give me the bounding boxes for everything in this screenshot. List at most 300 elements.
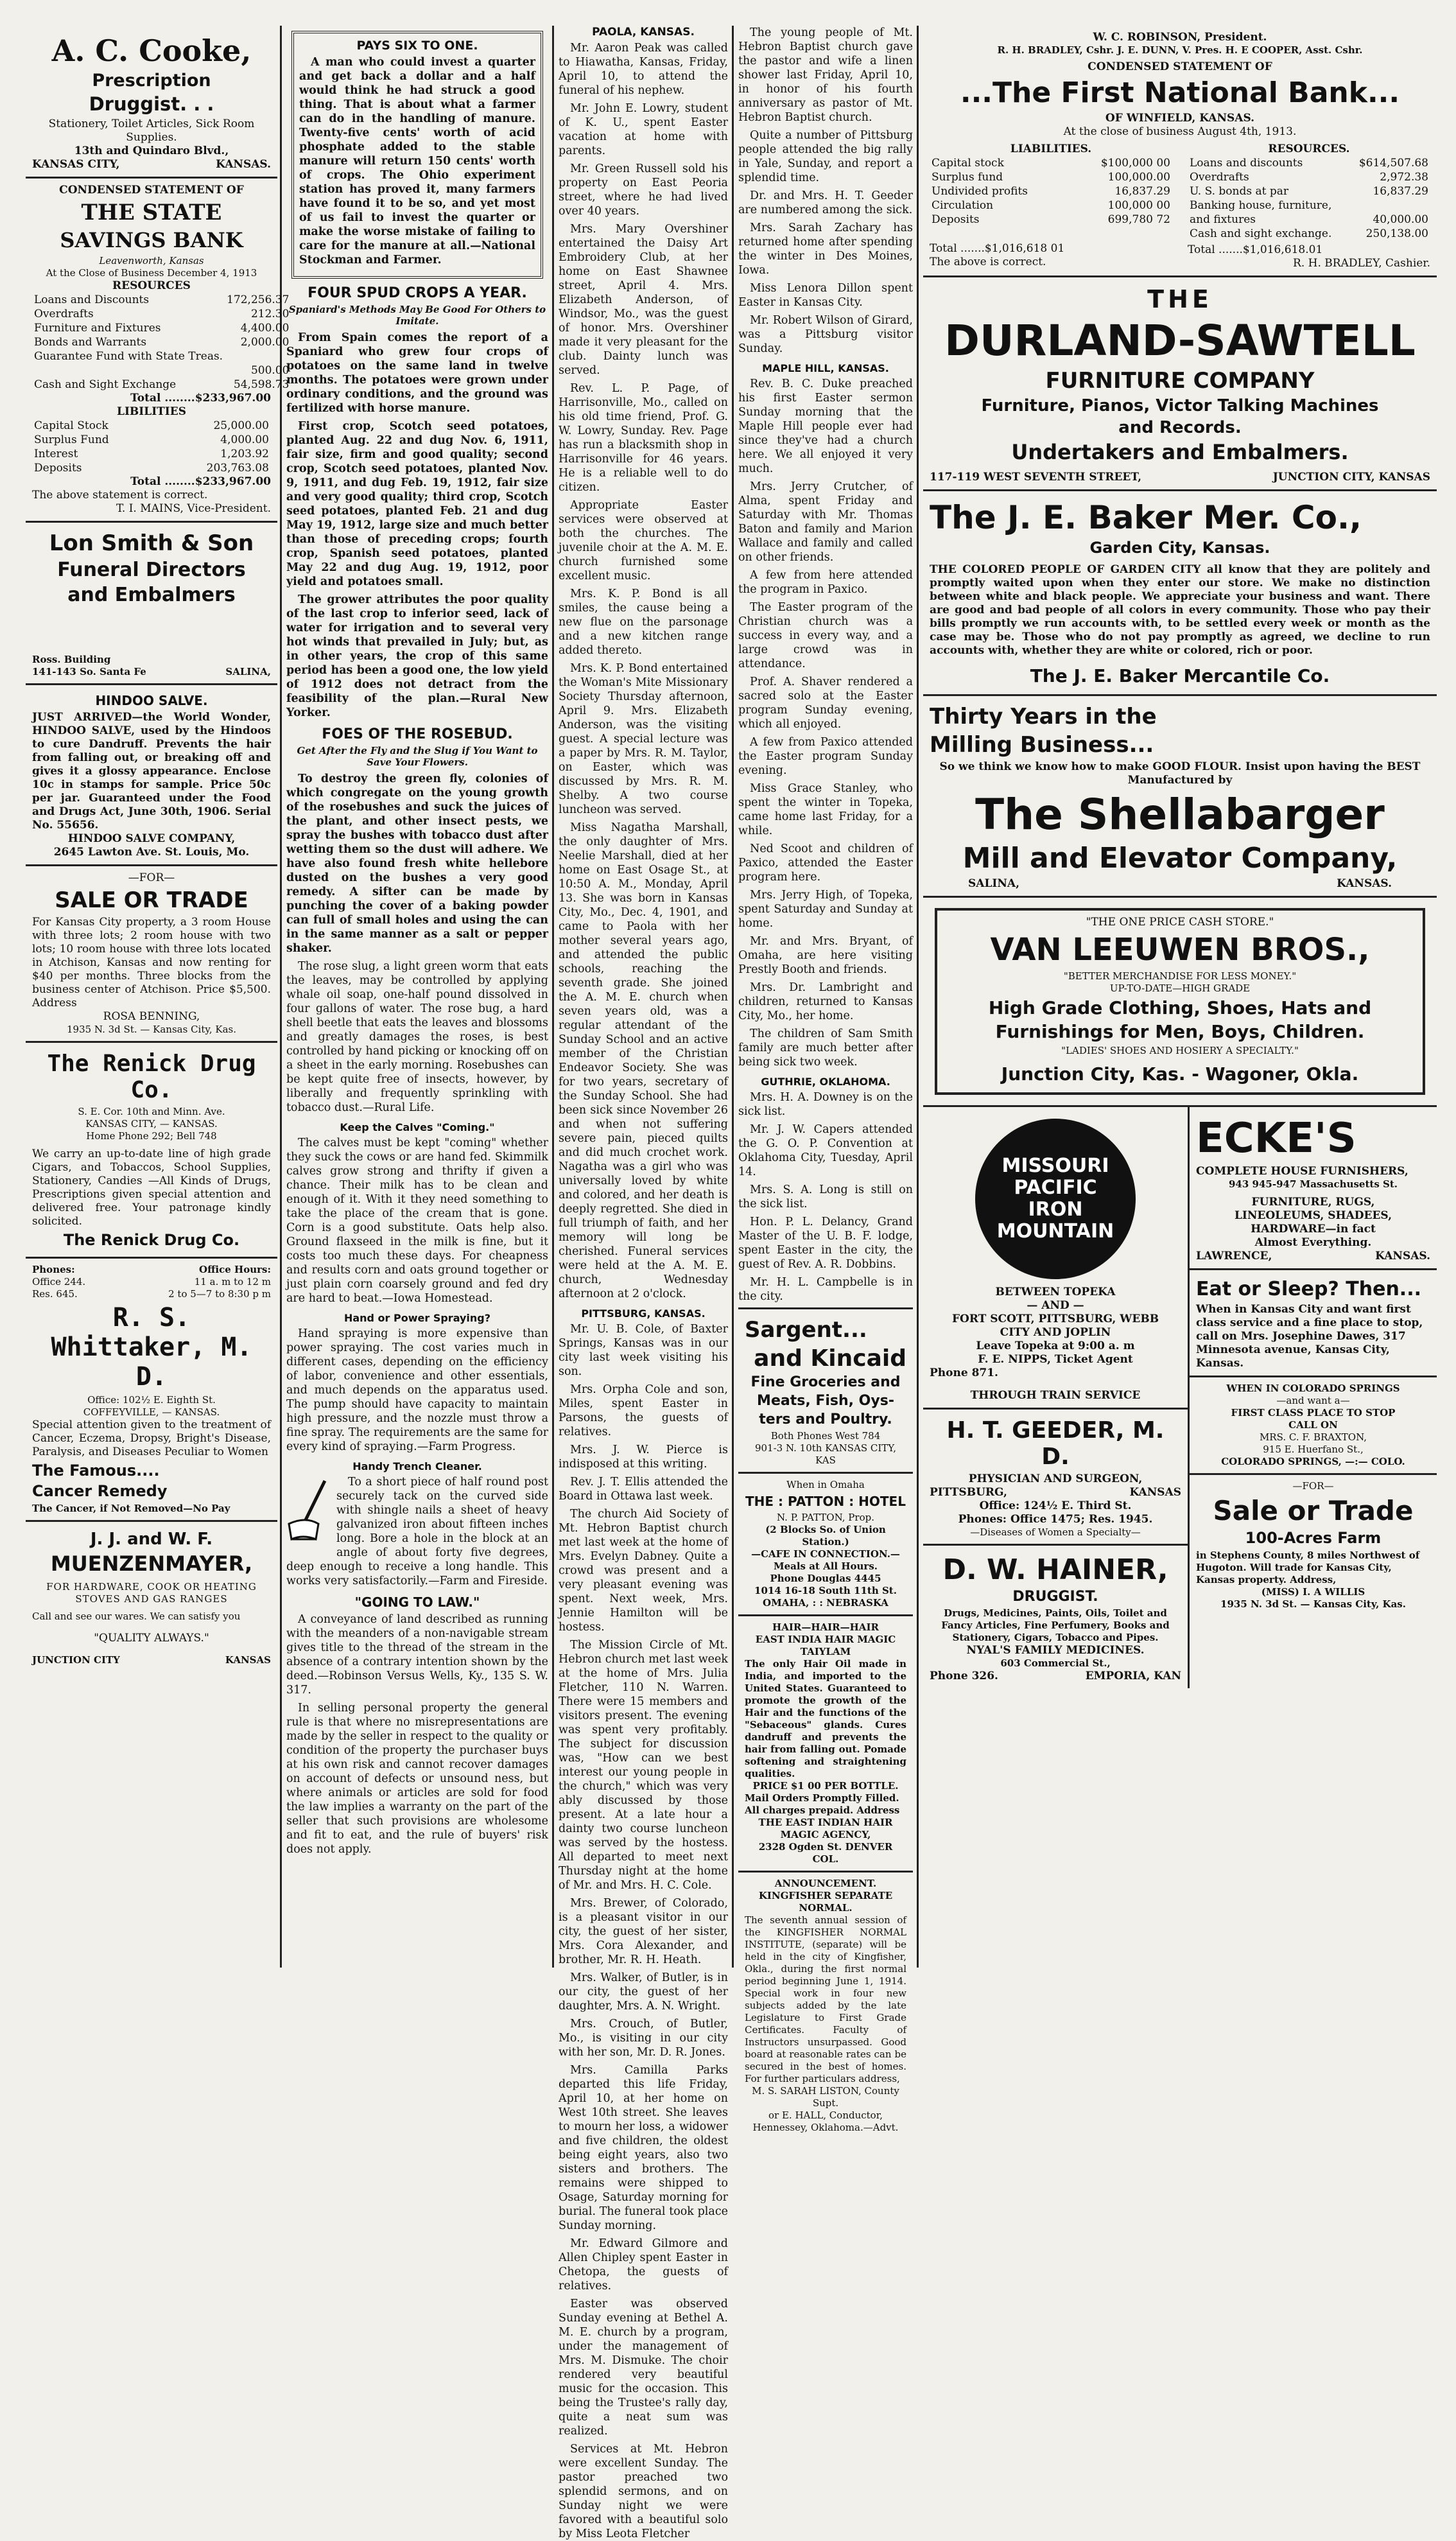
maple-para: Rev. B. C. Duke preached his first Easter sermon Sunday morning that the Maple Hill people ever had since they've had a church here. We all enjoyed it very much. — [738, 378, 913, 475]
guthrie-para: Hon. P. L. Delancy, Grand Master of the U. B. F. lodge, spent Easter in the city, the guest of Rev. A. R. Dobbins. — [738, 1216, 913, 1271]
paola-para: Mr. Green Russell sold his property on East Peoria street, where he had lived over 40 years. — [559, 162, 728, 218]
pittsburg-para: Mrs. Orpha Cole and son, Miles, spent Easter in Parsons, the guests of relatives. — [559, 1383, 728, 1438]
colorado-line1: WHEN IN COLORADO SPRINGS — [1226, 1383, 1400, 1394]
hair-text: The only Hair Oil made in India, and imported to the United States. Guaranteed to promote the growth of the Hair and the functions of the "Sebaceous" glands. Cures dandruff and prevents the hair from falling out. Pomade softening and straightening qualities. — [745, 1658, 906, 1779]
guthrie-para: Mrs. S. A. Long is still on the sick list. — [738, 1183, 913, 1210]
fnb-title: ...The First National Bank... — [960, 76, 1400, 109]
ad-sale-or-trade — [26, 866, 277, 1043]
calves-text: The calves must be kept "coming" whether they suck the cows or are hand fed. Skimmilk calves grow strong and thrifty if given a chance. Their milk has to be clean and enough of it. With it they need something to take the place of the cream that is gone. Corn is a good substitute. Oats help also. Ground flaxseed in the milk is fine, but it costs too much these days. For cheapness and results corn and oats ground together or just plain corn coarsely ground and fed dry are hard to beat.—Iowa Homestead. — [286, 1137, 548, 1305]
durland-addr: 117-119 WEST SEVENTH STREET, — [930, 471, 1142, 484]
eckes-line1: COMPLETE HOUSE FURNISHERS, — [1196, 1165, 1408, 1178]
patton-meals: Meals at All Hours. — [773, 1560, 878, 1572]
geeder-phones: Phones: Office 1475; Res. 1945. — [958, 1513, 1153, 1526]
muenz-name2: MUENZENMAYER, — [50, 1551, 253, 1576]
mp-service: THROUGH TRAIN SERVICE — [970, 1389, 1141, 1402]
rosebud-title: FOES OF THE ROSEBUD. — [322, 726, 513, 742]
renick-phones: Home Phone 292; Bell 748 — [86, 1130, 217, 1142]
ssb-title1: THE STATE — [81, 200, 222, 225]
ssb-resources-heading: RESOURCES — [112, 279, 191, 292]
maple-para: Prof. A. Shaver rendered a sacred solo at the Easter program Sunday evening, which all enjoyed. — [738, 676, 913, 731]
pittsburg-para: Mr. Edward Gilmore and Allen Chipley spent Easter in Chetopa, the guests of relatives. — [559, 2237, 728, 2292]
hair-title1: HAIR—HAIR—HAIR — [772, 1621, 879, 1633]
table-row: Bonds and Warrants 2,000.00 — [34, 336, 290, 349]
bottom-ads-row — [923, 1107, 1437, 1688]
normal-sig1: M. S. SARAH LISTON, County Supt. — [752, 2085, 899, 2109]
column-1 — [26, 26, 290, 1968]
shella-line2: Milling Business... — [930, 732, 1154, 758]
table-row: Loans and discounts $614,507.68 — [1190, 157, 1428, 170]
colorado-line2: —and want a— — [1276, 1395, 1350, 1406]
news-para: Dr. and Mrs. H. T. Geeder are numbered among the sick. — [738, 189, 913, 216]
patton-cafe: —CAFE IN CONNECTION.— — [751, 1548, 900, 1560]
fnb-location: OF WINFIELD, KANSAS. — [1105, 112, 1255, 125]
hair-company: THE EAST INDIAN HAIR MAGIC AGENCY, — [758, 1817, 893, 1840]
table-row: 500.00 — [250, 364, 290, 377]
pittsburg-para: Mrs. Brewer, of Colorado, is a pleasant visitor in our city, the guest of her sister, Mrs. Cora Alexander, and brother, Mr. R. H. Heath. — [559, 1897, 728, 1966]
sale2-name: (MISS) I. A WILLIS — [1261, 1586, 1365, 1598]
paola-para: Mrs. K. P. Bond entertained the Woman's Mite Missionary Society Thursday afternoon, April 9. Mrs. Elizabeth Anderson, was the visiting guest. A special lecture was a paper by Mrs. R. M. Taylor, on Easter, which was discussed by Mrs. R. M. Shelby. A two course luncheon was served. — [559, 662, 728, 816]
durland-line3: Undertakers and Embalmers. — [1011, 440, 1349, 464]
muenz-state: KANSAS — [225, 1654, 271, 1666]
ad-eckes — [1190, 1107, 1437, 1270]
table-row: and fixtures 40,000.00 — [1190, 213, 1428, 226]
maple-para: Ned Scoot and children of Paxico, attended the Easter program here. — [738, 843, 913, 884]
van-leeuwen-box — [935, 908, 1425, 1095]
eckes-addr: 943 945-947 Massachusetts St. — [1229, 1178, 1398, 1190]
pays-six-title: PAYS SIX TO ONE. — [356, 39, 478, 53]
table-row: U. S. bonds at par 16,837.29 — [1190, 185, 1428, 198]
maple-para: Miss Grace Stanley, who spent the winter in Topeka, came home last Friday, for a while. — [738, 782, 913, 837]
maple-para: Mr. and Mrs. Bryant, of Omaha, are here visiting Prestly Booth and friends. — [738, 935, 913, 976]
fnb-officers: R. H. BRADLEY, Cshr. J. E. DUNN, V. Pres. H. E COOPER, Asst. Cshr. — [997, 44, 1363, 56]
vl-name: VAN LEEUWEN BROS., — [990, 932, 1370, 968]
shella-state: KANSAS. — [1337, 877, 1392, 890]
cooke-city: KANSAS CITY, — [32, 158, 120, 171]
durland-line2: and Records. — [1118, 418, 1242, 437]
table-row: Surplus Fund 4,000.00 — [34, 433, 269, 446]
muenz-city: JUNCTION CITY — [32, 1654, 120, 1666]
hair-title2: EAST INDIA HAIR MAGIC — [755, 1634, 896, 1645]
eckes-city: LAWRENCE, — [1196, 1250, 1272, 1262]
cooke-name: A. C. Cooke, — [51, 33, 252, 68]
ssb-signer: T. I. MAINS, Vice-President. — [116, 502, 271, 515]
renick-text: We carry an up-to-date line of high grade Cigars, and Tobaccos, School Supplies, Stationery, Candies —All Kinds of Drugs, Prescriptions given special attention and delivered free. Your patronage kindly solicited. — [32, 1148, 271, 1228]
fnb-resources-table — [1188, 156, 1430, 241]
fnb-resources-heading: RESOURCES. — [1268, 143, 1350, 155]
mp-between: BETWEEN TOPEKA — [995, 1286, 1116, 1298]
ad-sale-or-trade-farm — [1190, 1475, 1437, 1616]
renick-city: KANSAS CITY, — KANSAS. — [85, 1118, 218, 1130]
hainer-addr: 603 Commercial St., — [1000, 1657, 1111, 1669]
trench-cleaner-illustration — [286, 1478, 331, 1548]
fnb-president: W. C. ROBINSON, President. — [1093, 31, 1267, 44]
mp-leave: Leave Topeka at 9:00 a. m — [976, 1340, 1135, 1352]
spraying-text: Hand spraying is more expensive than power spraying. The cost varies much in different cases, depending on the efficiency of labor, convenience and other essentials, and much depends on the apparatus used. The pump should have capacity to maintain high pressure, and the nozzle must throw a fine spray. The requirements are the same for every kind of spraying.—Farm Progress. — [286, 1327, 548, 1453]
patton-name: THE : PATTON : HOTEL — [745, 1494, 906, 1509]
hair-mail: Mail Orders Promptly Filled. All charges prepaid. Address — [745, 1792, 900, 1816]
maple-para: The children of Sam Smith family are much better after being sick two week. — [738, 1027, 913, 1069]
sale-title: SALE OR TRADE — [55, 887, 248, 913]
ssb-resources-table — [32, 293, 291, 392]
eckes-line4: HARDWARE—in fact — [1251, 1223, 1376, 1236]
eckes-line2: FURNITURE, RUGS, — [1251, 1196, 1375, 1209]
normal-sig2: or E. HALL, Conductor, Hennessey, Oklahoma.—Advt. — [752, 2109, 899, 2133]
geeder-specialty: —Diseases of Women a Specialty— — [970, 1526, 1141, 1538]
lon-smith-addr2: 141-143 So. Santa Fe — [32, 666, 146, 677]
fnb-statement — [930, 143, 1430, 270]
whittaker-cure: The Cancer, if Not Removed—No Pay — [32, 1503, 230, 1514]
spud-para: First crop, Scotch seed potatoes, planted Aug. 22 and dug Nov. 6, 1911, fair size, firm and good quality; second crop, Scotch seed potatoes, planted Nov. 9, 1911, and dug Feb. 19, 1912, fair size and very good quality; third crop, Scotch seed potatoes, planted Feb. 21 and dug May 19, 1912, large size and much better than those of preceding crops; fourth crop, Spanish seed potatoes, planted May 22 and dug Aug. 19, 1912, poor yield and potatoes small. — [286, 420, 548, 588]
paola-para: Mrs. K. P. Bond is all smiles, the cause being a new flue on the parsonage and a new kitchen range added thereto. — [559, 588, 728, 657]
eckes-line5: Almost Everything. — [1254, 1236, 1372, 1249]
column-4 — [738, 26, 913, 2133]
eckes-name: ECKE'S — [1196, 1115, 1356, 1162]
colorado-name: MRS. C. F. BRAXTON, — [1259, 1431, 1367, 1443]
whittaker-res-phone: Res. 645. — [32, 1288, 78, 1300]
news-para: Quite a number of Pittsburg people attended the big rally in Yale, Sunday, and report a splendid time. — [738, 129, 913, 184]
shella-line1: Thirty Years in the — [930, 704, 1157, 729]
hair-title3: TAIYLAM — [800, 1646, 851, 1657]
whittaker-name: R. S. Whittaker, M. D. — [51, 1303, 252, 1392]
fnb-liabilities-heading: LIABILITIES. — [1010, 143, 1092, 155]
whittaker-famous: The Famous.... — [32, 1462, 160, 1480]
sale2-sub: 100-Acres Farm — [1245, 1529, 1382, 1547]
maple-para: A few from Paxico attended the Easter program Sunday evening. — [738, 736, 913, 777]
whittaker-cancer: Cancer Remedy — [32, 1482, 168, 1500]
sargent-name1: Sargent... — [745, 1317, 867, 1343]
durland-name: DURLAND-SAWTELL — [944, 316, 1416, 365]
durland-the: THE — [1147, 285, 1213, 313]
sale-text: For Kansas City property, a 3 room House with three lots; 2 room house with two lots; 10 room house with three lots located in Atchison, Kansas and now renting for $40 per months. Three blocks from the business center of Atchison. Price $5,500. Address — [32, 916, 271, 1009]
sargent-line2: Meats, Fish, Oys- — [757, 1393, 894, 1409]
lon-smith-name: Lon Smith & Son — [49, 530, 254, 556]
hindoo-title: HINDOO SALVE. — [95, 693, 208, 708]
column-2 — [286, 26, 548, 1968]
ad-lon-smith — [26, 523, 277, 685]
table-row: Interest 1,203.92 — [34, 448, 269, 460]
mp-phone: Phone 871. — [930, 1367, 998, 1379]
vl-top: "THE ONE PRICE CASH STORE." — [1086, 916, 1274, 929]
guthrie-para: Mrs. H. A. Downey is on the sick list. — [738, 1091, 913, 1118]
guthrie-title: GUTHRIE, OKLAHOMA. — [761, 1076, 890, 1088]
eat-title: Eat or Sleep? Then... — [1196, 1278, 1421, 1300]
paola-para: Mrs. Mary Overshiner entertained the Daisy Art Embroidery Club, at her home on East Shawnee street, April 4. Mrs. Elizabeth Anderson, of Windsor, Mo., was the guest of honor. Mrs. Overshiner made it very pleasant for the club. Dainty lunch was served. — [559, 223, 728, 377]
table-row: Overdrafts 2,972.38 — [1190, 171, 1428, 184]
whittaker-text: Special attention given to the treatment of Cancer, Eczema, Dropsy, Bright's Disease, Paralysis, and Diseases Peculiar to Women — [32, 1419, 271, 1458]
ssb-location: Leavenworth, Kansas — [99, 255, 204, 266]
sale-addr: 1935 N. 3d St. — Kansas City, Kas. — [66, 1024, 237, 1035]
table-row: Surplus fund 100,000.00 — [932, 171, 1170, 184]
cooke-line3: Stationery, Toilet Articles, Sick Room Supplies. — [48, 118, 255, 144]
normal-text: The seventh annual session of the KINGFISHER NORMAL INSTITUTE, (separate) will be held in the city of Kingfisher, Okla., during the first normal period beginning June 1, 1914. Special work in four new subjects added by the late Legislature to First Grade Certificates. Faculty of Instructors unsurpassed. Good board at reasonable rates can be secured in the best of homes. For further particulars address, — [745, 1914, 906, 2084]
spud-title: FOUR SPUD CROPS A YEAR. — [308, 285, 527, 301]
vl-line3: "LADIES' SHOES AND HOSIERY A SPECIALTY." — [1061, 1045, 1299, 1056]
hainer-city: EMPORIA, KAN — [1085, 1670, 1181, 1682]
durland-company: FURNITURE COMPANY — [1045, 368, 1315, 394]
sale2-title: Sale or Trade — [1213, 1495, 1414, 1526]
law-para: In selling personal property the general rule is that where no misrepresentations are made by the seller in respect to the quality or condition of the property the purchaser buys at his own risk and cannot recover damages on account of defects or unsound ness, but where animals or articles are sold for food the law implies a warranty on the part of the seller that such provisions are wholesome and fit to eat, and the rule of buyers' risk does not apply. — [286, 1702, 548, 1856]
maple-para: Mrs. Jerry High, of Topeka, spent Saturday and Sunday at home. — [738, 889, 913, 930]
cooke-line2: Druggist. . . — [89, 93, 214, 115]
pittsburg-para: The Mission Circle of Mt. Hebron church met last week at the home of Mrs. Julia Fletcher, 110 N. Warren. There were 15 members and visitors present. The evening was spent very profitably. The subject for discussion was, "How can we best interest our young people in the church," which was very ably discussed by those present. At a late hour a dainty two course luncheon was served by the hostess. All departed to meet next Thursday night at the home of Mr. and Mrs. H. C. Cole. — [559, 1639, 728, 1892]
paola-para: Mr. John E. Lowry, student of K. U., spent Easter vacation at home with parents. — [559, 102, 728, 157]
sargent-name2: and Kincaid — [754, 1345, 906, 1372]
fnb-total-resources: Total .......$1,016,618.01 — [1188, 243, 1323, 256]
patton-city: OMAHA, : : NEBRASKA — [763, 1597, 888, 1609]
ssb-total-resources: Total ........$233,967.00 — [130, 392, 271, 405]
fnb-close: At the close of business August 4th, 1913. — [1063, 125, 1297, 138]
muenz-name1: J. J. and W. F. — [90, 1530, 213, 1549]
law-para: A conveyance of land described as running with the meanders of a non-navigable stream gives title to the thread of the stream in the absence of a contrary intention shown by the deed.—Robinson Versus Wells, Ky., 135 S. W. 317. — [286, 1613, 548, 1697]
sale-name: ROSA BENNING, — [103, 1010, 200, 1023]
fnb-liabilities-table — [930, 156, 1172, 227]
fnb-liabilities — [930, 143, 1172, 270]
table-row: Capital stock $100,000 00 — [932, 157, 1170, 170]
ad-first-national-bank — [923, 26, 1437, 277]
lon-smith-addr1: Ross. Building — [32, 654, 111, 665]
patton-prop: N. P. PATTON, Prop. — [777, 1512, 874, 1523]
ad-durland-sawtell — [923, 277, 1437, 491]
pittsburg-para: Mrs. Camilla Parks departed this life Friday, April 10, at her home on West 10th street. She leaves to mourn her loss, a widower and five children, the oldest being eight years, also two sisters and brothers. The remains were shipped to Osage, Saturday morning for burial. The funeral took place Sunday morning. — [559, 2064, 728, 2232]
column-3 — [559, 26, 728, 2540]
news-para: The young people of Mt. Hebron Baptist church gave the pastor and wife a linen shower last Friday, April 10, in honor of his fourth anniversary as pastor of Mt. Hebron Baptist church. — [738, 26, 913, 124]
hainer-name: D. W. HAINER, — [942, 1553, 1168, 1586]
geeder-city: PITTSBURG, — [930, 1486, 1007, 1499]
news-para: Mr. Robert Wilson of Girard, was a Pittsburg visitor Sunday. — [738, 314, 913, 355]
law-title: "GOING TO LAW." — [354, 1594, 480, 1610]
muenz-call: Call and see our wares. We can satisfy you — [32, 1611, 241, 1622]
ad-geeder — [923, 1410, 1188, 1546]
eckes-state: KANSAS. — [1375, 1250, 1430, 1262]
shella-name2: Mill and Elevator Company, — [962, 842, 1398, 875]
geeder-name: H. T. GEEDER, M. D. — [946, 1417, 1165, 1470]
baker-name: The J. E. Baker Mer. Co., — [930, 499, 1362, 536]
missouri-pacific-emblem — [975, 1119, 1136, 1279]
bottom-right-ads — [1190, 1107, 1437, 1688]
fnb-condensed: CONDENSED STATEMENT OF — [1088, 60, 1272, 73]
sargent-line1: Fine Groceries and — [750, 1374, 901, 1390]
table-row: Cash and sight exchange. 250,138.00 — [1190, 227, 1428, 240]
ad-hainer — [923, 1546, 1188, 1688]
patton-when: When in Omaha — [786, 1479, 865, 1490]
colorado-addr: 915 E. Huerfano St., — [1263, 1444, 1364, 1455]
fnb-resources — [1188, 143, 1430, 270]
paola-para: Appropriate Easter services were observed at both the churches. The juvenile choir at the A. M. E. church furnished some excellent music. — [559, 499, 728, 582]
ad-whittaker — [26, 1259, 277, 1522]
ad-hair-magic — [738, 1616, 913, 1873]
hindoo-company: HINDOO SALVE COMPANY, — [67, 832, 236, 845]
baker-city: Garden City, Kansas. — [1089, 539, 1270, 557]
baker-text: THE COLORED PEOPLE OF GARDEN CITY all know that they are politely and promptly waited upon when they enter our store. We make no distinction between white and black people. We appreciate your business and want. There are good and bad people of all colors in every community. Those who pay their bills promptly we run accounts with, to be settled every week or month as the case may be. Those who do not pay promptly as agreed, we decline to run accounts with, whether they are white or colored, rich or poor. — [930, 563, 1430, 657]
pays-six-box — [291, 31, 543, 279]
vl-motto2: UP-TO-DATE—HIGH GRADE — [1109, 982, 1251, 994]
vl-line2: Furnishings for Men, Boys, Children. — [995, 1021, 1365, 1042]
pittsburg-title: PITTSBURG, KANSAS. — [581, 1307, 706, 1320]
rosebud-sub: Get After the Fly and the Slug if You Want to Save Your Flowers. — [297, 745, 538, 768]
hainer-phone: Phone 326. — [930, 1670, 998, 1682]
ad-shellabarger — [923, 696, 1437, 898]
sargent-addr: 901-3 N. 10th KANSAS CITY, KAS — [754, 1442, 897, 1466]
sargent-line3: ters and Poultry. — [759, 1411, 892, 1428]
muenz-text: FOR HARDWARE, COOK OR HEATING STOVES AND GAS RANGES — [46, 1581, 257, 1605]
ad-baker-mercantile — [923, 491, 1437, 696]
lon-smith-city: SALINA, — [225, 666, 271, 677]
ad-colorado-springs — [1190, 1377, 1437, 1475]
table-row: Deposits 203,763.08 — [34, 462, 269, 475]
whittaker-office-phone: Office 244. — [32, 1276, 86, 1288]
cooke-line1: Prescription — [92, 71, 211, 91]
column-rule-2 — [552, 26, 554, 1968]
table-row: Guarantee Fund with State Treas. — [34, 350, 223, 363]
column-rule-3 — [732, 26, 734, 1968]
hainer-title: DRUGGIST. — [1012, 1589, 1098, 1605]
fnb-total-liabilities: Total .......$1,016,618 01 — [930, 242, 1065, 255]
mp-and: — AND — — [1027, 1299, 1084, 1312]
pittsburg-para: Easter was observed Sunday evening at Bethel A. M. E. church by a program, under the management of Mrs. M. Dismuke. The choir rendered very beautiful music for the occasion. This being the Trustee's rally day, quite a neat sum was realized. — [559, 2298, 728, 2438]
pittsburg-para: Mrs. J. W. Pierce is indisposed at this writing. — [559, 1444, 728, 1471]
cooke-state: KANSAS. — [216, 158, 271, 171]
geeder-office: Office: 124½ E. Third St. — [979, 1499, 1132, 1512]
maple-para: Mrs. Dr. Lambright and children, returned to Kansas City, Mo., her home. — [738, 981, 913, 1022]
baker-sig: The J. E. Baker Mercantile Co. — [1030, 665, 1330, 686]
colorado-line4: CALL ON — [1288, 1419, 1338, 1431]
spud-para: From Spain comes the report of a Spaniard who grew four crops of potatoes on the same land in twelve months. The potatoes were grown under ordinary conditions, and the ground was fertilized with horse manure. — [286, 331, 548, 415]
whittaker-phones-heading: Phones: — [32, 1264, 75, 1275]
maple-para: The Easter program of the Christian church was a success in every way, and a large crowd was in attendance. — [738, 601, 913, 670]
news-para: Miss Lenora Dillon spent Easter in Kansas City. — [738, 282, 913, 309]
eckes-line3: LINEOLEUMS, SHADEES, — [1234, 1209, 1392, 1222]
column-rule-4 — [917, 26, 919, 1968]
normal-title2: KINGFISHER SEPARATE NORMAL. — [758, 1890, 893, 1914]
ad-sargent-kincaid — [738, 1307, 913, 1474]
hindoo-addr: 2645 Lawton Ave. St. Louis, Mo. — [53, 846, 250, 859]
hair-price: PRICE $1 00 PER BOTTLE. — [752, 1780, 899, 1792]
durland-line1: Furniture, Pianos, Victor Talking Machines — [981, 396, 1379, 415]
table-row: Overdrafts 212.30 — [34, 308, 290, 320]
pittsburg-para: Mrs. Walker, of Butler, is in our city, the guest of her daughter, Mrs. A. N. Wright. — [559, 1971, 728, 2013]
hindoo-text: JUST ARRIVED—the World Wonder, HINDOO SALVE, used by the Hindoos to cure Dandruff. Prevents the hair from falling out, or breaking off and gives it a glossy appearance. Enclose 10c in stamps for sample. Price 50c per jar. Guaranteed under the Food and Drugs Act, June 30th, 1906. Serial No. 55656. — [32, 711, 271, 832]
ad-missouri-pacific — [923, 1107, 1188, 1410]
normal-title1: ANNOUNCEMENT. — [774, 1878, 877, 1889]
cooke-line4: 13th and Quindaro Blvd., — [74, 144, 229, 157]
paola-para: Rev. L. P. Page, of Harrisonville, Mo., called on his old time friend, Prof. G. W. Lowry, Sunday. Rev. Page has run a blacksmith shop in Harrisonville for 46 years. He is a reliable well to do citizen. — [559, 382, 728, 494]
vl-motto1: "BETTER MERCHANDISE FOR LESS MONEY." — [1063, 970, 1297, 982]
table-row: Banking house, furniture, — [1190, 199, 1332, 212]
trench-cleaner-icon — [286, 1478, 331, 1548]
mp-emblem-4: MOUNTAIN — [996, 1220, 1114, 1243]
rosebud-para: To destroy the green fly, colonies of which congregate on the young growth of the rosebushes and suck the juices of the plant, and other insect pests, we spray the bushes with tobacco dust after wetting them so the dust will adhere. We have also found fresh white hellebore dusted on the bushes a very good remedy. A sifter can be made by punching the cover of a baking powder can full of small holes and using the can in the same manner as a salt or pepper shaker. — [286, 773, 548, 955]
table-row: Cash and Sight Exchange 54,598.73 — [34, 378, 290, 391]
ad-van-leeuwen — [923, 898, 1437, 1107]
whittaker-addr: Office: 102½ E. Eighth St. — [87, 1394, 216, 1406]
eat-text: When in Kansas City and want first class service and a fine place to stop, call on Mrs. Josephine Dawes, 317 Minnesota avenue, Kansas City, Kansas. — [1196, 1303, 1423, 1370]
ad-patton-hotel — [738, 1474, 913, 1616]
pittsburg-para: The church Aid Society of Mt. Hebron Baptist church met last week at the home of Mrs. Evelyn Dabney. Quite a crowd was present and a very pleasant evening was spent. Next week, Mrs. Jennie Hamilton will be hostess. — [559, 1508, 728, 1634]
pittsburg-para: Mrs. Crouch, of Butler, Mo., is visiting in our city with her son, Mr. D. R. Jones. — [559, 2018, 728, 2059]
sale2-for: —FOR— — [1292, 1480, 1334, 1492]
spud-sub: Spaniard's Methods May Be Good For Others to Imitate. — [288, 304, 546, 327]
table-row: Deposits 699,780 72 — [932, 213, 1170, 226]
ssb-liabilities-table — [32, 419, 271, 475]
paola-para: Miss Nagatha Marshall, the only daughter of Mrs. Neelie Marshall, died at her home on East Osage St., at 10:50 A. M., Monday, April 13. She was born in Kansas City, Mo., Dec. 4, 1901, and came to Paola with her mother several years ago, and attended the public schools, reaching the seventh grade. She joined the A. M. E. church when seven years old, was a regular attendant of the Sunday School and an active member of the Christian Endeavor Society. She was for two years, secretary of the Sunday School. She had been sick since November 26 and when not suffering severe pain, pieced quilts and did much crochet work. Nagatha was a girl who was universally loved by white and colored, and her death is deeply regretted. She died in full triumph of faith, and her memory will long be cherished. Funeral services were held at the A. M. E. church, Wednesday afternoon at 2 o'clock. — [559, 821, 728, 1300]
patton-blocks: (2 Blocks So. of Union Station.) — [765, 1524, 886, 1548]
ssb-condensed: CONDENSED STATEMENT OF — [59, 184, 244, 196]
maple-para: A few from here attended the program in Paxico. — [738, 569, 913, 596]
news-para: Mrs. Sarah Zachary has returned home after spending the winter in Des Moines, Iowa. — [738, 222, 913, 277]
lon-smith-line2: and Embalmers — [67, 584, 236, 606]
ad-renick-drug — [26, 1043, 277, 1259]
ad-state-savings-bank — [26, 179, 290, 523]
trench-title: Handy Trench Cleaner. — [352, 1460, 482, 1472]
ad-eat-or-sleep — [1190, 1270, 1437, 1377]
sale-for: —FOR— — [128, 871, 175, 884]
guthrie-para: Mr. J. W. Capers attended the G. O. P. Convention at Oklahoma City, Tuesday, April 14. — [738, 1123, 913, 1178]
fnb-signer: R. H. BRADLEY, Cashier. — [1293, 257, 1430, 270]
ssb-liabilities-heading: LIBILITIES — [117, 405, 186, 418]
patton-phone: Phone Douglas 4445 — [770, 1573, 881, 1584]
renick-addr: S. E. Cor. 10th and Minn. Ave. — [78, 1106, 225, 1117]
spraying-title: Hand or Power Spraying? — [343, 1312, 491, 1324]
lon-smith-line1: Funeral Directors — [57, 559, 246, 581]
spud-para: The grower attributes the poor quality of the last crop to inferior seed, lack of water for irrigation and to several very hot winds that prevailed in July; but, as in other years, the crop of this same period has been a good one, the low yield of 1912 does not detract from the feasibility of the plan.—Rural New Yorker. — [286, 593, 548, 719]
hainer-nyal: NYAL'S FAMILY MEDICINES. — [966, 1644, 1145, 1657]
colorado-city: COLORADO SPRINGS, —:— COLO. — [1221, 1456, 1405, 1467]
mp-emblem-2: PACIFIC — [1014, 1176, 1097, 1199]
bottom-left-ads — [923, 1107, 1190, 1688]
sale2-addr: 1935 N. 3d St. — Kansas City, Kas. — [1220, 1598, 1406, 1610]
ssb-close: At the Close of Business December 4, 1913 — [46, 267, 257, 279]
ssb-correct: The above statement is correct. — [32, 489, 208, 502]
calves-title: Keep the Calves "Coming." — [340, 1121, 495, 1133]
whittaker-city: COFFEYVILLE, — KANSAS. — [83, 1406, 220, 1418]
mp-agent: F. E. NIPPS, Ticket Agent — [978, 1353, 1133, 1366]
mp-cities2: CITY AND JOPLIN — [1000, 1326, 1111, 1339]
hair-addr: 2328 Ogden St. DENVER COL. — [758, 1841, 893, 1865]
column-5 — [923, 26, 1437, 1968]
mp-emblem-1: MISSOURI — [1001, 1155, 1109, 1177]
pittsburg-para: Mr. U. B. Cole, of Baxter Springs, Kansas was in our city last week visiting his son. — [559, 1323, 728, 1378]
ad-kingfisher-normal — [738, 1873, 913, 2139]
table-row: Circulation 100,000 00 — [932, 199, 1170, 212]
renick-sig: The Renick Drug Co. — [63, 1231, 240, 1249]
geeder-state: KANSAS — [1129, 1486, 1181, 1499]
mp-cities1: FORT SCOTT, PITTSBURG, WEBB — [951, 1313, 1159, 1325]
muenz-motto: "QUALITY ALWAYS." — [94, 1632, 209, 1645]
rosebud-para: The rose slug, a light green worm that eats the leaves, may be controlled by applying whale oil soap, one-half pound dissolved in four gallons of water. The rose bug, a hard shell beetle that eats the leaves and blossoms and greatly damages the roses, is best controlled by hand picking or knocking off on a sheet in the early morning. Rosebushes can be kept quite free of insects, however, by liberally and frequently sprinkling with tobacco dust.—Rural Life. — [286, 960, 548, 1114]
ad-cooke — [26, 26, 277, 179]
paola-para: Mr. Aaron Peak was called to Hiawatha, Kansas, Friday, April 10, to attend the funeral of his nephew. — [559, 42, 728, 97]
guthrie-para: Mr. H. L. Campbelle is in the city. — [738, 1276, 913, 1303]
table-row: Undivided profits 16,837.29 — [932, 185, 1170, 198]
whittaker-office-heading: Office Hours: — [199, 1264, 271, 1275]
table-row: Loans and Discounts 172,256.37 — [34, 293, 290, 306]
hainer-text: Drugs, Medicines, Paints, Oils, Toilet and Fancy Articles, Fine Perfumery, Books and Stationery, Cigars, Tobacco and Pipes. — [941, 1607, 1170, 1643]
pittsburg-continued — [738, 26, 913, 1304]
shella-name: The Shellabarger — [975, 790, 1385, 839]
sargent-phones: Both Phones West 784 — [770, 1430, 881, 1442]
ad-muenzenmayer — [26, 1522, 277, 1672]
trench-text: To a short piece of half round post securely tack on the curved side with shingle nails a sheet of heavy galvanized iron about fifteen inches long. Bore a hole in the block at an angle of about forty five degrees, deep enough to receive a long handle. This works very satisfactorily.—Farm and Fireside. — [286, 1476, 548, 1587]
whittaker-hours2: 2 to 5—7 to 8:30 p m — [168, 1288, 271, 1300]
ssb-title2: SAVINGS BANK — [60, 228, 243, 252]
ad-hindoo-salve — [26, 685, 277, 866]
geeder-title: PHYSICIAN AND SURGEON, — [968, 1472, 1143, 1485]
shella-city: SALINA, — [968, 877, 1020, 890]
mp-emblem-3: IRON — [1028, 1198, 1083, 1221]
patton-addr: 1014 16-18 South 11th St. — [754, 1585, 897, 1596]
shella-text: So we think we know how to make GOOD FLOUR. Insist upon having the BEST Manufactured by — [939, 760, 1421, 787]
vl-line1: High Grade Clothing, Shoes, Hats and — [988, 997, 1372, 1018]
